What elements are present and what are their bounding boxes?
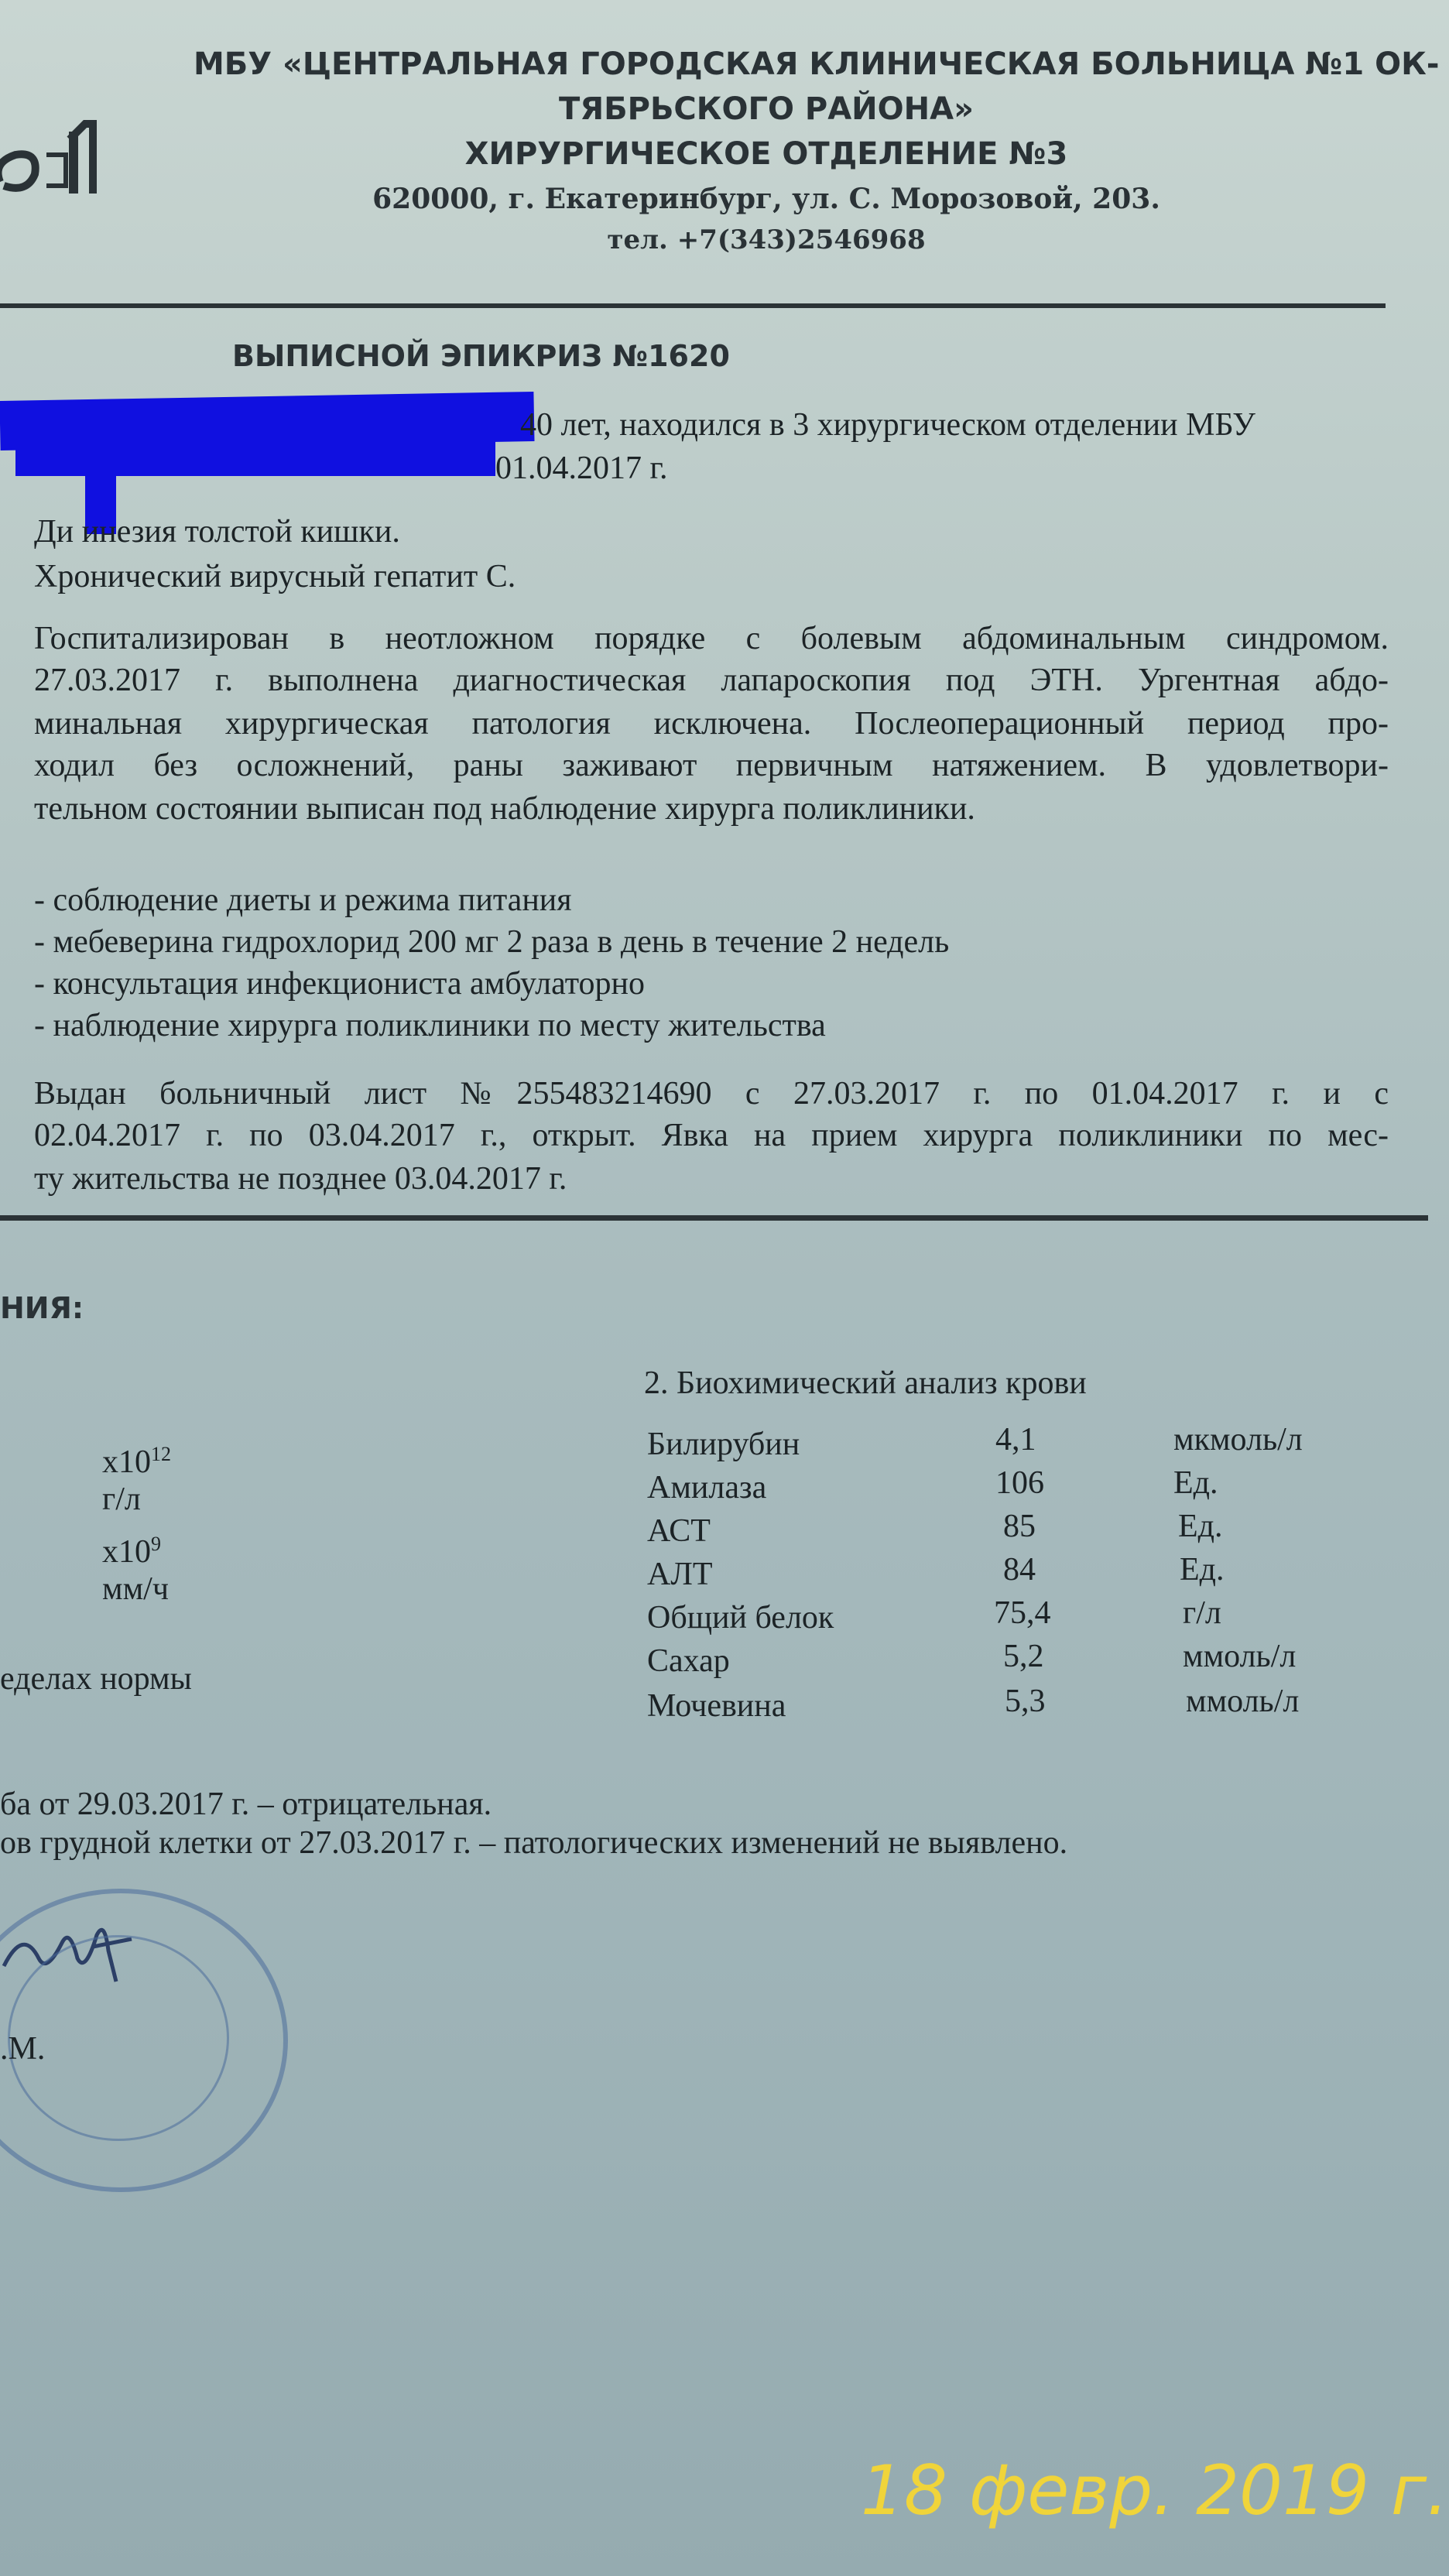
sick-leave-line-1: Выдан больничный лист №255483214690 с 27.03.2017 г. по 01.04.2017 г. и с — [34, 1076, 1389, 1112]
photo-date-stamp: 18 февр. 2019 г. — [861, 2451, 1449, 2530]
lab-name: АСТ — [647, 1513, 711, 1549]
lab-unit: Ед. — [1180, 1552, 1225, 1588]
lab-unit: ммоль/л — [1186, 1684, 1300, 1719]
document-title: ВЫПИСНОЙ ЭПИКРИЗ №1620 — [232, 339, 730, 373]
blood-unit-2: г/л — [102, 1482, 141, 1517]
lab-unit: ммоль/л — [1183, 1639, 1297, 1674]
blood-unit-4: мм/ч — [102, 1571, 169, 1607]
signature-initials: .М. — [0, 2031, 46, 2067]
history-line-3: минальная хирургическая патология исключена. Послеоперационный период про- — [34, 706, 1389, 742]
intro-line-2: 01.04.2017 г. — [495, 450, 668, 486]
lab-name: Амилаза — [647, 1470, 767, 1506]
diagnosis-line-2: Хронический вирусный гепатит С. — [34, 559, 516, 594]
lab-name: Билирубин — [647, 1427, 800, 1462]
lab-name: Общий белок — [647, 1600, 834, 1636]
hospital-logo — [0, 108, 101, 201]
lab-value: 85 — [1003, 1509, 1036, 1544]
other-result-2: ов грудной клетки от 27.03.2017 г. – патологических изменений не выявлено. — [0, 1825, 1068, 1861]
intro-line-1: 40 лет, находился в 3 хирургическом отделении МБУ — [520, 407, 1255, 443]
header-address: 620000, г. Екатеринбург, ул. С. Морозовой, 203. — [372, 183, 1160, 215]
header-rule — [0, 303, 1386, 308]
lab-value: 84 — [1003, 1552, 1036, 1588]
header-line-2: ТЯБРЬСКОГО РАЙОНА» — [559, 91, 974, 127]
lab-value: 75,4 — [994, 1595, 1051, 1631]
sick-leave-line-3: ту жительства не позднее 03.04.2017 г. — [34, 1161, 567, 1197]
recommendation-1: - соблюдение диеты и режима питания — [34, 882, 572, 918]
recommendation-3: - консультация инфекциониста амбулаторно — [34, 966, 645, 1002]
lab-value: 5,3 — [1005, 1684, 1046, 1719]
header-phone: тел. +7(343)2546968 — [607, 224, 926, 255]
investigations-heading: НИЯ: — [0, 1291, 84, 1325]
norm-fragment: еделах нормы — [0, 1661, 192, 1697]
header-line-3: ХИРУРГИЧЕСКОЕ ОТДЕЛЕНИЕ №3 — [464, 136, 1068, 172]
history-line-2: 27.03.2017 г. выполнена диагностическая лапароскопия под ЭТН. Ургентная абдо- — [34, 663, 1389, 698]
history-line-5: тельном состоянии выписан под наблюдение хирурга поликлиники. — [34, 791, 975, 827]
recommendation-2: - мебеверина гидрохлорид 200 мг 2 раза в день в течение 2 недель — [34, 924, 950, 960]
lab-value: 5,2 — [1003, 1639, 1044, 1674]
section-rule — [0, 1215, 1428, 1221]
lab-value: 4,1 — [995, 1422, 1036, 1458]
blood-unit-3: $х10^9$ — [102, 1533, 161, 1570]
lab-name: АЛТ — [647, 1557, 713, 1592]
header-line-1: МБУ «ЦЕНТРАЛЬНАЯ ГОРОДСКАЯ КЛИНИЧЕСКАЯ БОЛЬНИЦА №1 ОК- — [194, 46, 1440, 82]
biochem-title: 2. Биохимический анализ крови — [644, 1365, 1087, 1401]
lab-unit: Ед. — [1173, 1465, 1218, 1501]
other-result-1: ба от 29.03.2017 г. – отрицательная. — [0, 1786, 492, 1822]
lab-name: Сахар — [647, 1643, 730, 1679]
blood-unit-1: $х10^{12}$ — [102, 1443, 171, 1480]
history-line-4: ходил без осложнений, раны заживают первичным натяжением. В удовлетвори- — [34, 748, 1389, 783]
lab-unit: Ед. — [1178, 1509, 1223, 1544]
lab-value: 106 — [995, 1465, 1044, 1501]
sick-leave-line-2: 02.04.2017 г. по 03.04.2017 г., открыт. Явка на прием хирурга поликлиники по мес- — [34, 1118, 1389, 1153]
recommendation-4: - наблюдение хирурга поликлиники по месту жительства — [34, 1008, 826, 1043]
lab-name: Мочевина — [647, 1688, 786, 1724]
lab-unit: мкмоль/л — [1173, 1422, 1303, 1458]
diagnosis-line-1: Ди инезия толстой кишки. — [34, 514, 400, 550]
history-line-1: Госпитализирован в неотложном порядке с болевым абдоминальным синдромом. — [34, 621, 1389, 656]
lab-unit: г/л — [1183, 1595, 1221, 1631]
